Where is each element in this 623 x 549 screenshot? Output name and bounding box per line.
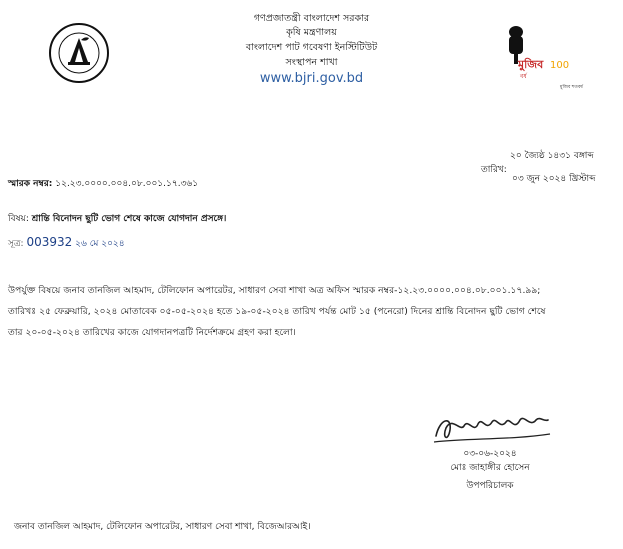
recipient-line: জনাব তানজিল আহমাদ, টেলিফোন অপারেটর, সাধারণ সেবা শাখা, বিজেআরআই। [14, 522, 311, 532]
reference-number: 003932 [26, 235, 73, 249]
header-website-link[interactable]: www.bjri.gov.bd [259, 71, 364, 86]
mujib-borsho-logo [500, 22, 583, 92]
memo-number: ১২.২৩.০০০০.০০৪.০৮.০০১.১৭.৩৬১ [55, 179, 199, 189]
reference-date: ২৬ মে ২০২৪ [75, 239, 125, 249]
svg-text:মুজিব শতবর্ষ: মুজিব শতবর্ষ [560, 85, 583, 90]
bjri-logo [48, 22, 110, 84]
svg-text:মুজিব: মুজিব [518, 58, 544, 71]
header-institute: বাংলাদেশ পাট গবেষণা ইনস্টিটিউট [245, 42, 378, 53]
english-date: ০৩ জুন ২০২৪ খ্রিস্টাব্দ [512, 174, 596, 184]
reference-label: সূত্র: [8, 239, 24, 249]
header-ministry: কৃষি মন্ত্রণালয় [286, 27, 337, 38]
body-line-2: তারিখঃ ২৫ ফেব্রুয়ারি, ২০২৪ মোতাবেক ০৫-০৫-২০২৪ হতে ১৯-০৫-২০২৪ তারিখ পর্যন্ত মোট ১৫ (পনেরো) দিনের শ্রান্তি বিনোদন ছুটি ভোগ শেষে [8, 306, 546, 317]
body-paragraph [8, 280, 620, 343]
subject-line [8, 213, 528, 225]
date-label: তারিখ: [481, 165, 507, 175]
svg-text:বর্ষ: বর্ষ [520, 73, 527, 80]
memo-label: স্মারক নম্বর: [8, 179, 53, 189]
subject-text: শ্রান্তি বিনোদন ছুটি ভোগ শেষে কাজে যোগদান প্রসঙ্গে। [31, 214, 227, 224]
signatory-designation: উপপরিচালক [466, 481, 514, 491]
handwritten-signature [430, 408, 555, 448]
body-line-1: উপর্যুক্ত বিষয়ে জনাব তানজিল আহমাদ, টেলিফোন অপারেটর, সাধারণ সেবা শাখা অত্র অফিস স্মারক নম্বর-১২.২৩.০০০০.০০৪.০৮.০০১.১৭.৯৯; [8, 285, 541, 296]
header-section: সংস্থাপন শাখা [285, 57, 338, 68]
body-line-3: তার ২০-০৫-২০২৪ তারিখের কাজে যোগদানপত্রটি নির্দেশক্রমে গ্রহণ করা হলো। [8, 327, 296, 338]
bangla-date: ২০ জ্যৈষ্ঠ ১৪৩১ বঙ্গাব্দ [510, 151, 594, 161]
reference-line [8, 236, 308, 250]
signatory-name: মোঃ জাহাঙ্গীর হোসেন [450, 463, 530, 473]
memo-number-line [8, 178, 368, 190]
svg-text:100: 100 [550, 60, 570, 71]
subject-label: বিষয়: [8, 214, 29, 224]
signature-date: ০৩-০৬-২০২৪ [463, 449, 517, 459]
header-govt: গণপ্রজাতন্ত্রী বাংলাদেশ সরকার [253, 13, 370, 24]
